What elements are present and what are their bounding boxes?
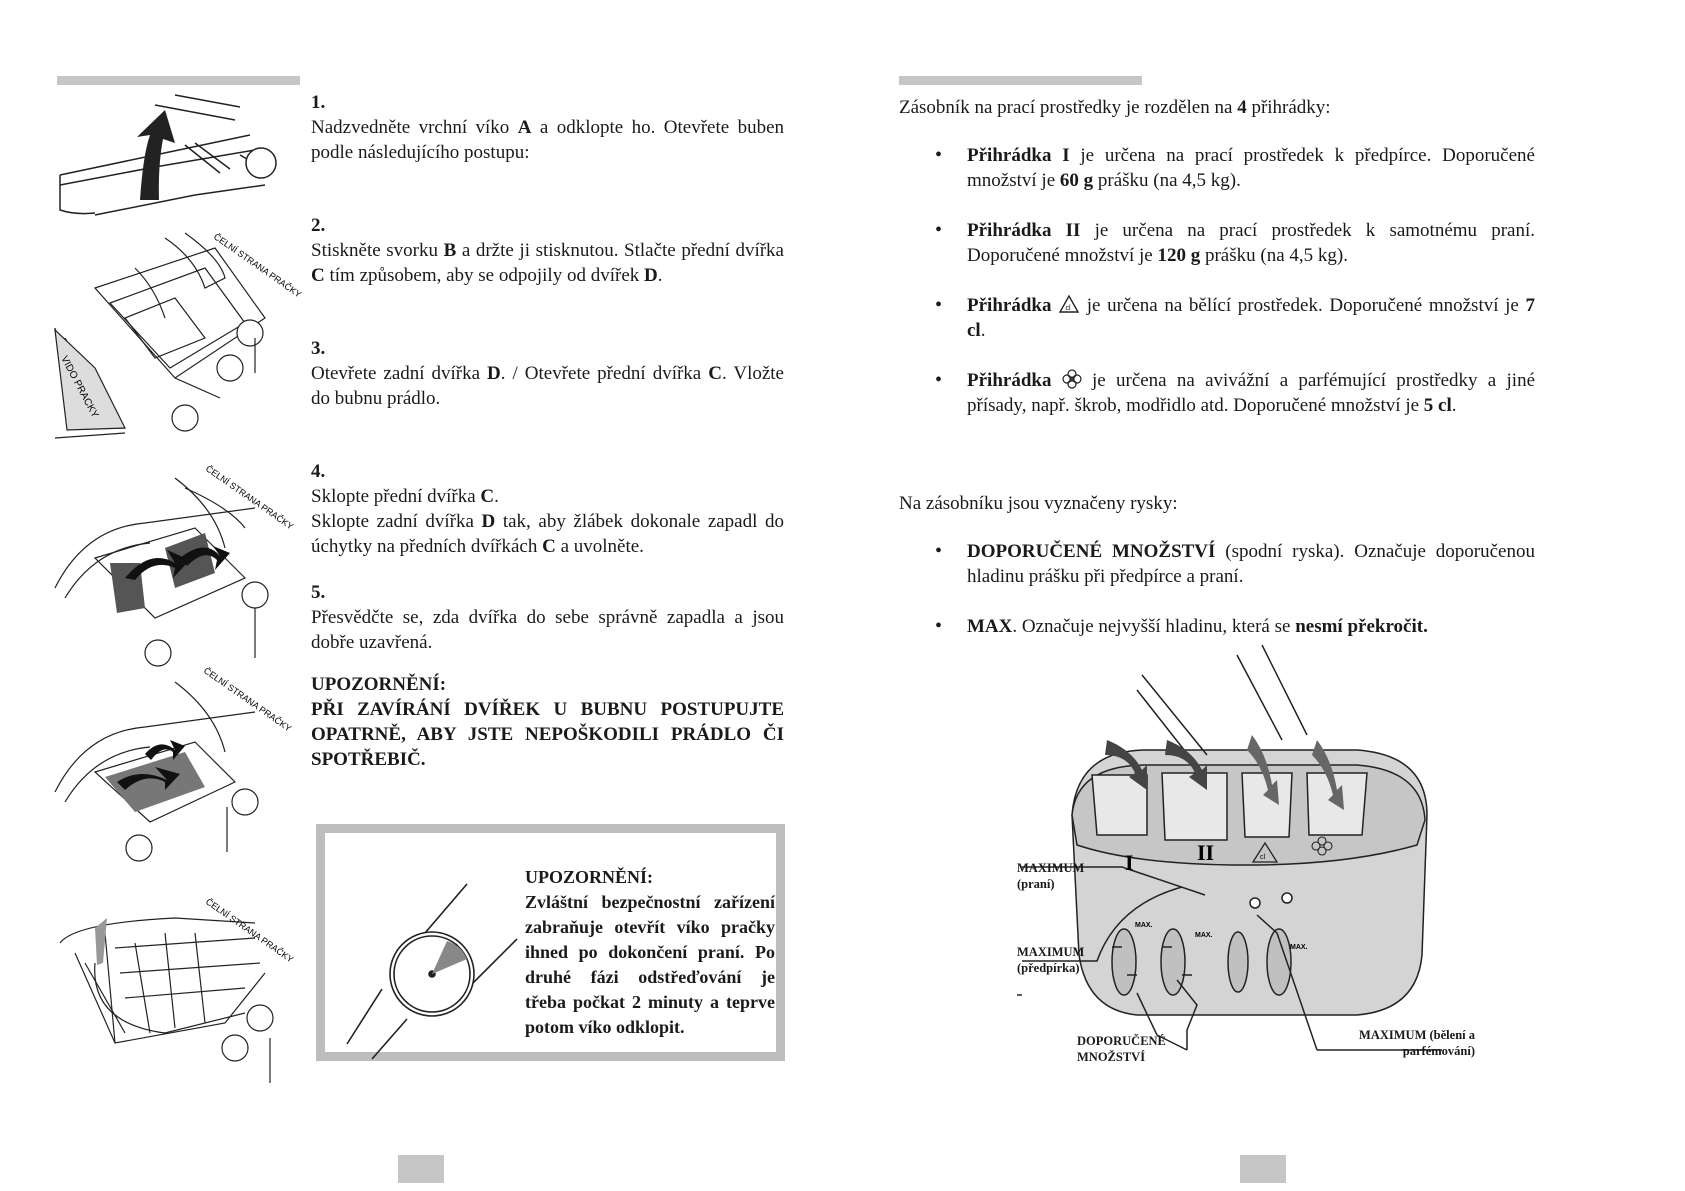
step-1 <box>311 90 784 165</box>
step-number: 4. <box>311 461 326 482</box>
front-side-label-2: ČELNÍ STRANA PRAČKY <box>203 463 296 532</box>
step-text: Sklopte zadní dvířka D tak, aby žlábek dokonale zapadl do úchytky na předních dvířkách C a uvolněte. <box>311 511 784 557</box>
compartment-item: • Přihrádka II je určena na prací prostředek k samotnému praní. Doporučené množství je 120 g prášku (na 4,5 kg). <box>967 218 1535 268</box>
step-number: 1. <box>311 92 326 113</box>
step-number: 2. <box>311 215 326 236</box>
doors-close-illustration <box>55 665 294 862</box>
step-text: Stiskněte svorku B a držte ji stisknutou. Stlačte přední dvířka C tím způsobem, aby se odpojily od dvířek D. <box>311 240 784 286</box>
section-bar <box>57 76 300 85</box>
vido-pracky-label: VIDO PRACKY <box>58 354 101 420</box>
compartment-item: • Přihrádka I je určena na prací prostředek k předpírce. Doporučené množství je 60 g prášku (na 4,5 kg). <box>967 143 1535 193</box>
mark-item: • MAX. Označuje nejvyšší hladinu, která se nesmí překročit. <box>967 614 1535 639</box>
compartment-item: • Přihrádka je určena na avivážní a parfémující prostředky a jiné přísady, např. škrob, modřidlo atd. Doporučené množství je 5 cl. <box>967 368 1535 418</box>
warning-box-body: Zvláštní bezpečnostní zařízení zabraňuje otevřít víko pračky ihned po dokončení praní. Po druhé fázi odstřeďování je třeba počkat 2 minuty a teprve potom víko odklopit. <box>525 892 775 1037</box>
warning-notice <box>311 672 784 772</box>
figure-clip-press <box>55 228 304 438</box>
flower-softener-icon <box>1062 369 1082 389</box>
page-number-tab <box>398 1155 444 1183</box>
front-side-label-3: ČELNÍ STRANA PRAČKY <box>201 665 294 734</box>
step-text: Sklopte přední dvířka C. <box>311 486 499 507</box>
step-2 <box>311 213 784 288</box>
compartment-ii-label: II <box>1197 840 1215 865</box>
warning-body: PŘI ZAVÍRÁNÍ DVÍŘEK U BUBNU POSTUPUJTE OPATRNĚ, ABY JSTE NEPOŠKODILI PRÁDLO ČI SPOTŘEBIČ. <box>311 699 784 770</box>
front-side-label-4: ČELNÍ STRANA PRAČKY <box>203 896 296 965</box>
svg-text:cl: cl <box>1065 305 1071 312</box>
front-side-label: ČELNÍ STRANA PRAČKY <box>211 231 304 300</box>
figure-safety-check <box>55 893 296 1088</box>
max-mark-1: MAX. <box>1135 922 1153 929</box>
warning-title: UPOZORNĚNÍ: <box>311 674 447 695</box>
page-number-tab <box>1240 1155 1286 1183</box>
figure-doors-close <box>55 665 294 862</box>
step-text: Otevřete zadní dvířka D. / Otevřete přední dvířka C. Vložte do bubnu prádlo. <box>311 363 784 409</box>
lid-open-illustration <box>55 95 285 235</box>
marks-list <box>967 539 1535 639</box>
max-mark-2: MAX. <box>1195 932 1213 939</box>
compartment-list <box>967 143 1535 418</box>
label-doporucene: DOPORUČENÉ MNOŽSTVÍ <box>1077 1034 1166 1064</box>
dispenser-intro: Zásobník na prací prostředky je rozdělen na 4 přihrádky: <box>899 97 1331 118</box>
safety-warning-box <box>316 824 785 1061</box>
step-4 <box>311 459 784 559</box>
dispenser-diagram <box>1017 655 1577 1090</box>
step-5 <box>311 580 784 655</box>
marks-intro: Na zásobníku jsou vyznačeny rysky: <box>899 493 1178 514</box>
step-3 <box>311 336 784 411</box>
label-max-prani: MAXIMUM (praní) <box>1017 861 1085 891</box>
section-bar <box>899 76 1142 85</box>
left-page <box>0 0 842 1191</box>
safety-warning-text <box>525 865 775 1040</box>
step-number: 3. <box>311 338 326 359</box>
label-max-predpirka: MAXIMUM (předpírka) <box>1017 945 1085 975</box>
warning-box-title: UPOZORNĚNÍ: <box>525 867 654 887</box>
compartment-i-label: I <box>1125 850 1134 875</box>
step-number: 5. <box>311 582 326 603</box>
label-max-beleni: MAXIMUM (bělení a parfémování) <box>1359 1028 1475 1058</box>
right-page <box>842 0 1685 1191</box>
step-text: Nadzvedněte vrchní víko A a odklopte ho. Otevřete buben podle následujícího postupu: <box>311 117 785 163</box>
doors-open-illustration <box>55 463 296 668</box>
bleach-symbol: cl <box>1260 854 1266 861</box>
safety-check-illustration <box>55 893 296 1088</box>
max-mark-3: MAX. <box>1290 944 1308 951</box>
step-text: Přesvědčte se, zda dvířka do sebe správně zapadla a jsou dobře uzavřená. <box>311 607 784 653</box>
figure-lid-open <box>55 95 285 235</box>
clip-press-illustration <box>55 228 304 438</box>
bleach-triangle-icon <box>1058 294 1080 314</box>
stopwatch-icon <box>347 869 527 1049</box>
compartment-item: • Přihrádka cl je určena na bělící prostředek. Doporučené množství je 7 cl. <box>967 293 1535 343</box>
figure-doors-open <box>55 463 296 668</box>
mark-item: • DOPORUČENÉ MNOŽSTVÍ (spodní ryska). Označuje doporučenou hladinu prášku při předpírce a praní. <box>967 539 1535 589</box>
